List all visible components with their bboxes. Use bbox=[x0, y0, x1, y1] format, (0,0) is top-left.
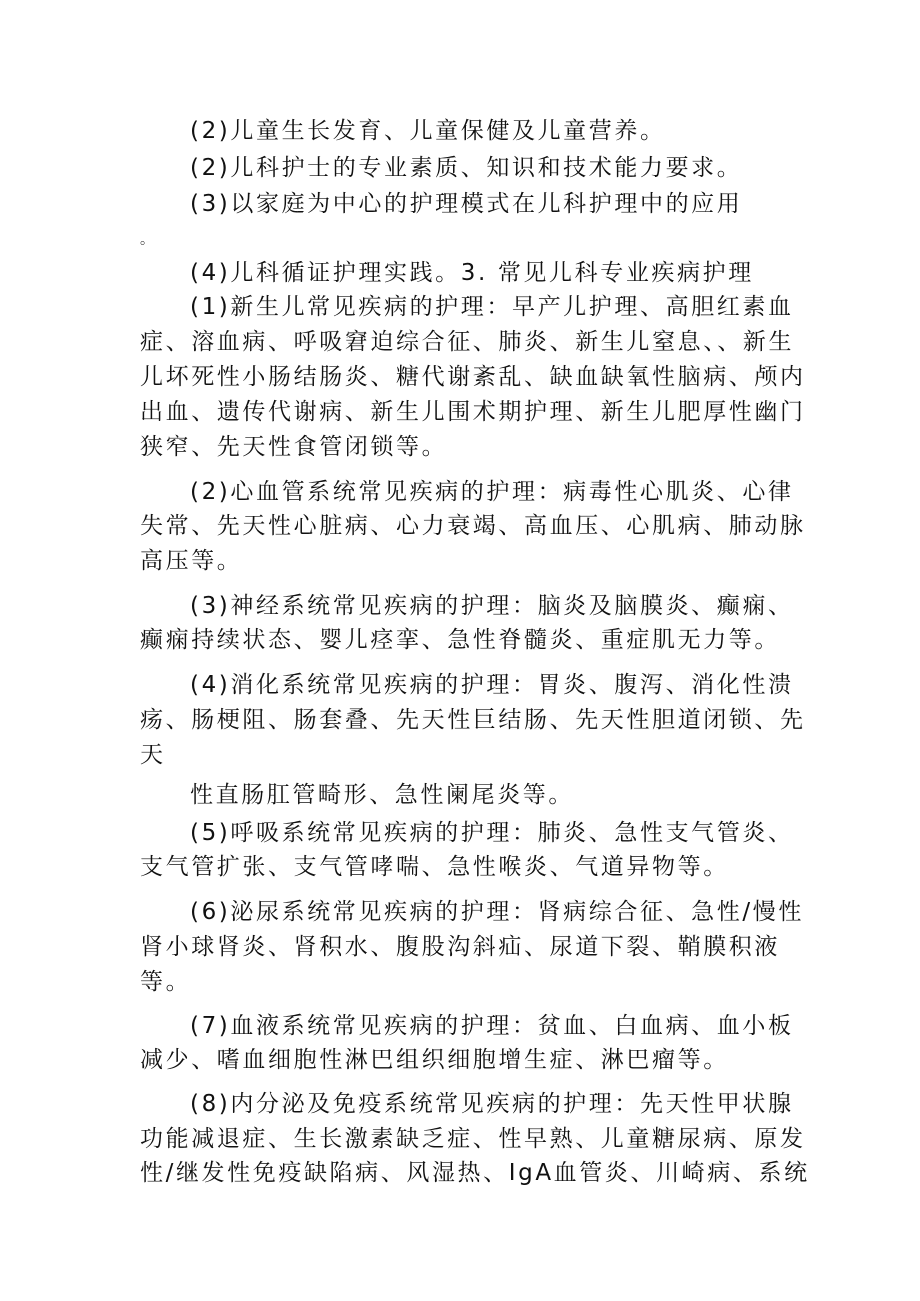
text-line: 出血、遗传代谢病、新生儿围术期护理、新生儿肥厚性幽门 bbox=[140, 399, 806, 425]
text-line: 支气管扩张、支气管哮喘、急性喉炎、气道异物等。 bbox=[140, 854, 729, 880]
text-line: (2)儿童生长发育、儿童保健及儿童营养。 bbox=[190, 118, 666, 144]
text-line: 减少、嗜血细胞性淋巴组织细胞增生症、淋巴瘤等。 bbox=[140, 1047, 729, 1073]
text-line: 儿坏死性小肠结肠炎、糖代谢紊乱、缺血缺氧性脑病、颅内 bbox=[140, 364, 806, 390]
text-line: 狭窄、先天性食管闭锁等。 bbox=[140, 434, 448, 460]
text-line: 性直肠肛管畸形、急性阑尾炎等。 bbox=[190, 782, 574, 808]
text-line: (2)心血管系统常见疾病的护理：病毒性心肌炎、心律 bbox=[190, 479, 794, 505]
text-line: (3)以家庭为中心的护理模式在儿科护理中的应用 bbox=[190, 191, 743, 217]
text-line: (1)新生儿常见疾病的护理：早产儿护理、高胆红素血 bbox=[190, 294, 794, 320]
text-line: 功能减退症、生长激素缺乏症、性早熟、儿童糖尿病、原发 bbox=[140, 1126, 806, 1152]
text-line: 等。 bbox=[140, 969, 192, 995]
text-line: 肾小球肾炎、肾积水、腹股沟斜疝、尿道下裂、鞘膜积液 bbox=[140, 934, 780, 960]
text-line: (3)神经系统常见疾病的护理：脑炎及脑膜炎、癫痫、 bbox=[190, 593, 794, 619]
text-line: 癫痫持续状态、婴儿痉挛、急性脊髓炎、重症肌无力等。 bbox=[140, 627, 780, 653]
text-line: (4)消化系统常见疾病的护理：胃炎、腹泻、消化性溃 bbox=[190, 672, 794, 698]
text-line: 高压等。 bbox=[140, 548, 243, 574]
text-line: 疡、肠梗阻、肠套叠、先天性巨结肠、先天性胆道闭锁、先 bbox=[140, 707, 806, 733]
text-line: (8)内分泌及免疫系统常见疾病的护理：先天性甲状腺 bbox=[190, 1091, 794, 1117]
text-line: (4)儿科循证护理实践。3. 常见儿科专业疾病护理 bbox=[190, 260, 754, 286]
text-line: 性/继发性免疫缺陷病、风湿热、IgA血管炎、川崎病、系统 bbox=[140, 1160, 810, 1186]
text-line: (6)泌尿系统常见疾病的护理：肾病综合征、急性/慢性 bbox=[190, 899, 804, 925]
text-line: (5)呼吸系统常见疾病的护理：肺炎、急性支气管炎、 bbox=[190, 820, 794, 846]
text-line: 天 bbox=[140, 742, 166, 768]
text-line: 。 bbox=[140, 232, 154, 248]
text-line: (2)儿科护士的专业素质、知识和技术能力要求。 bbox=[190, 155, 743, 181]
text-line: 失常、先天性心脏病、心力衰竭、高血压、心肌病、肺动脉 bbox=[140, 513, 806, 539]
text-line: 症、溶血病、呼吸窘迫综合征、肺炎、新生儿窒息、、新生 bbox=[140, 329, 795, 355]
text-line: (7)血液系统常见疾病的护理：贫血、白血病、血小板 bbox=[190, 1013, 794, 1039]
